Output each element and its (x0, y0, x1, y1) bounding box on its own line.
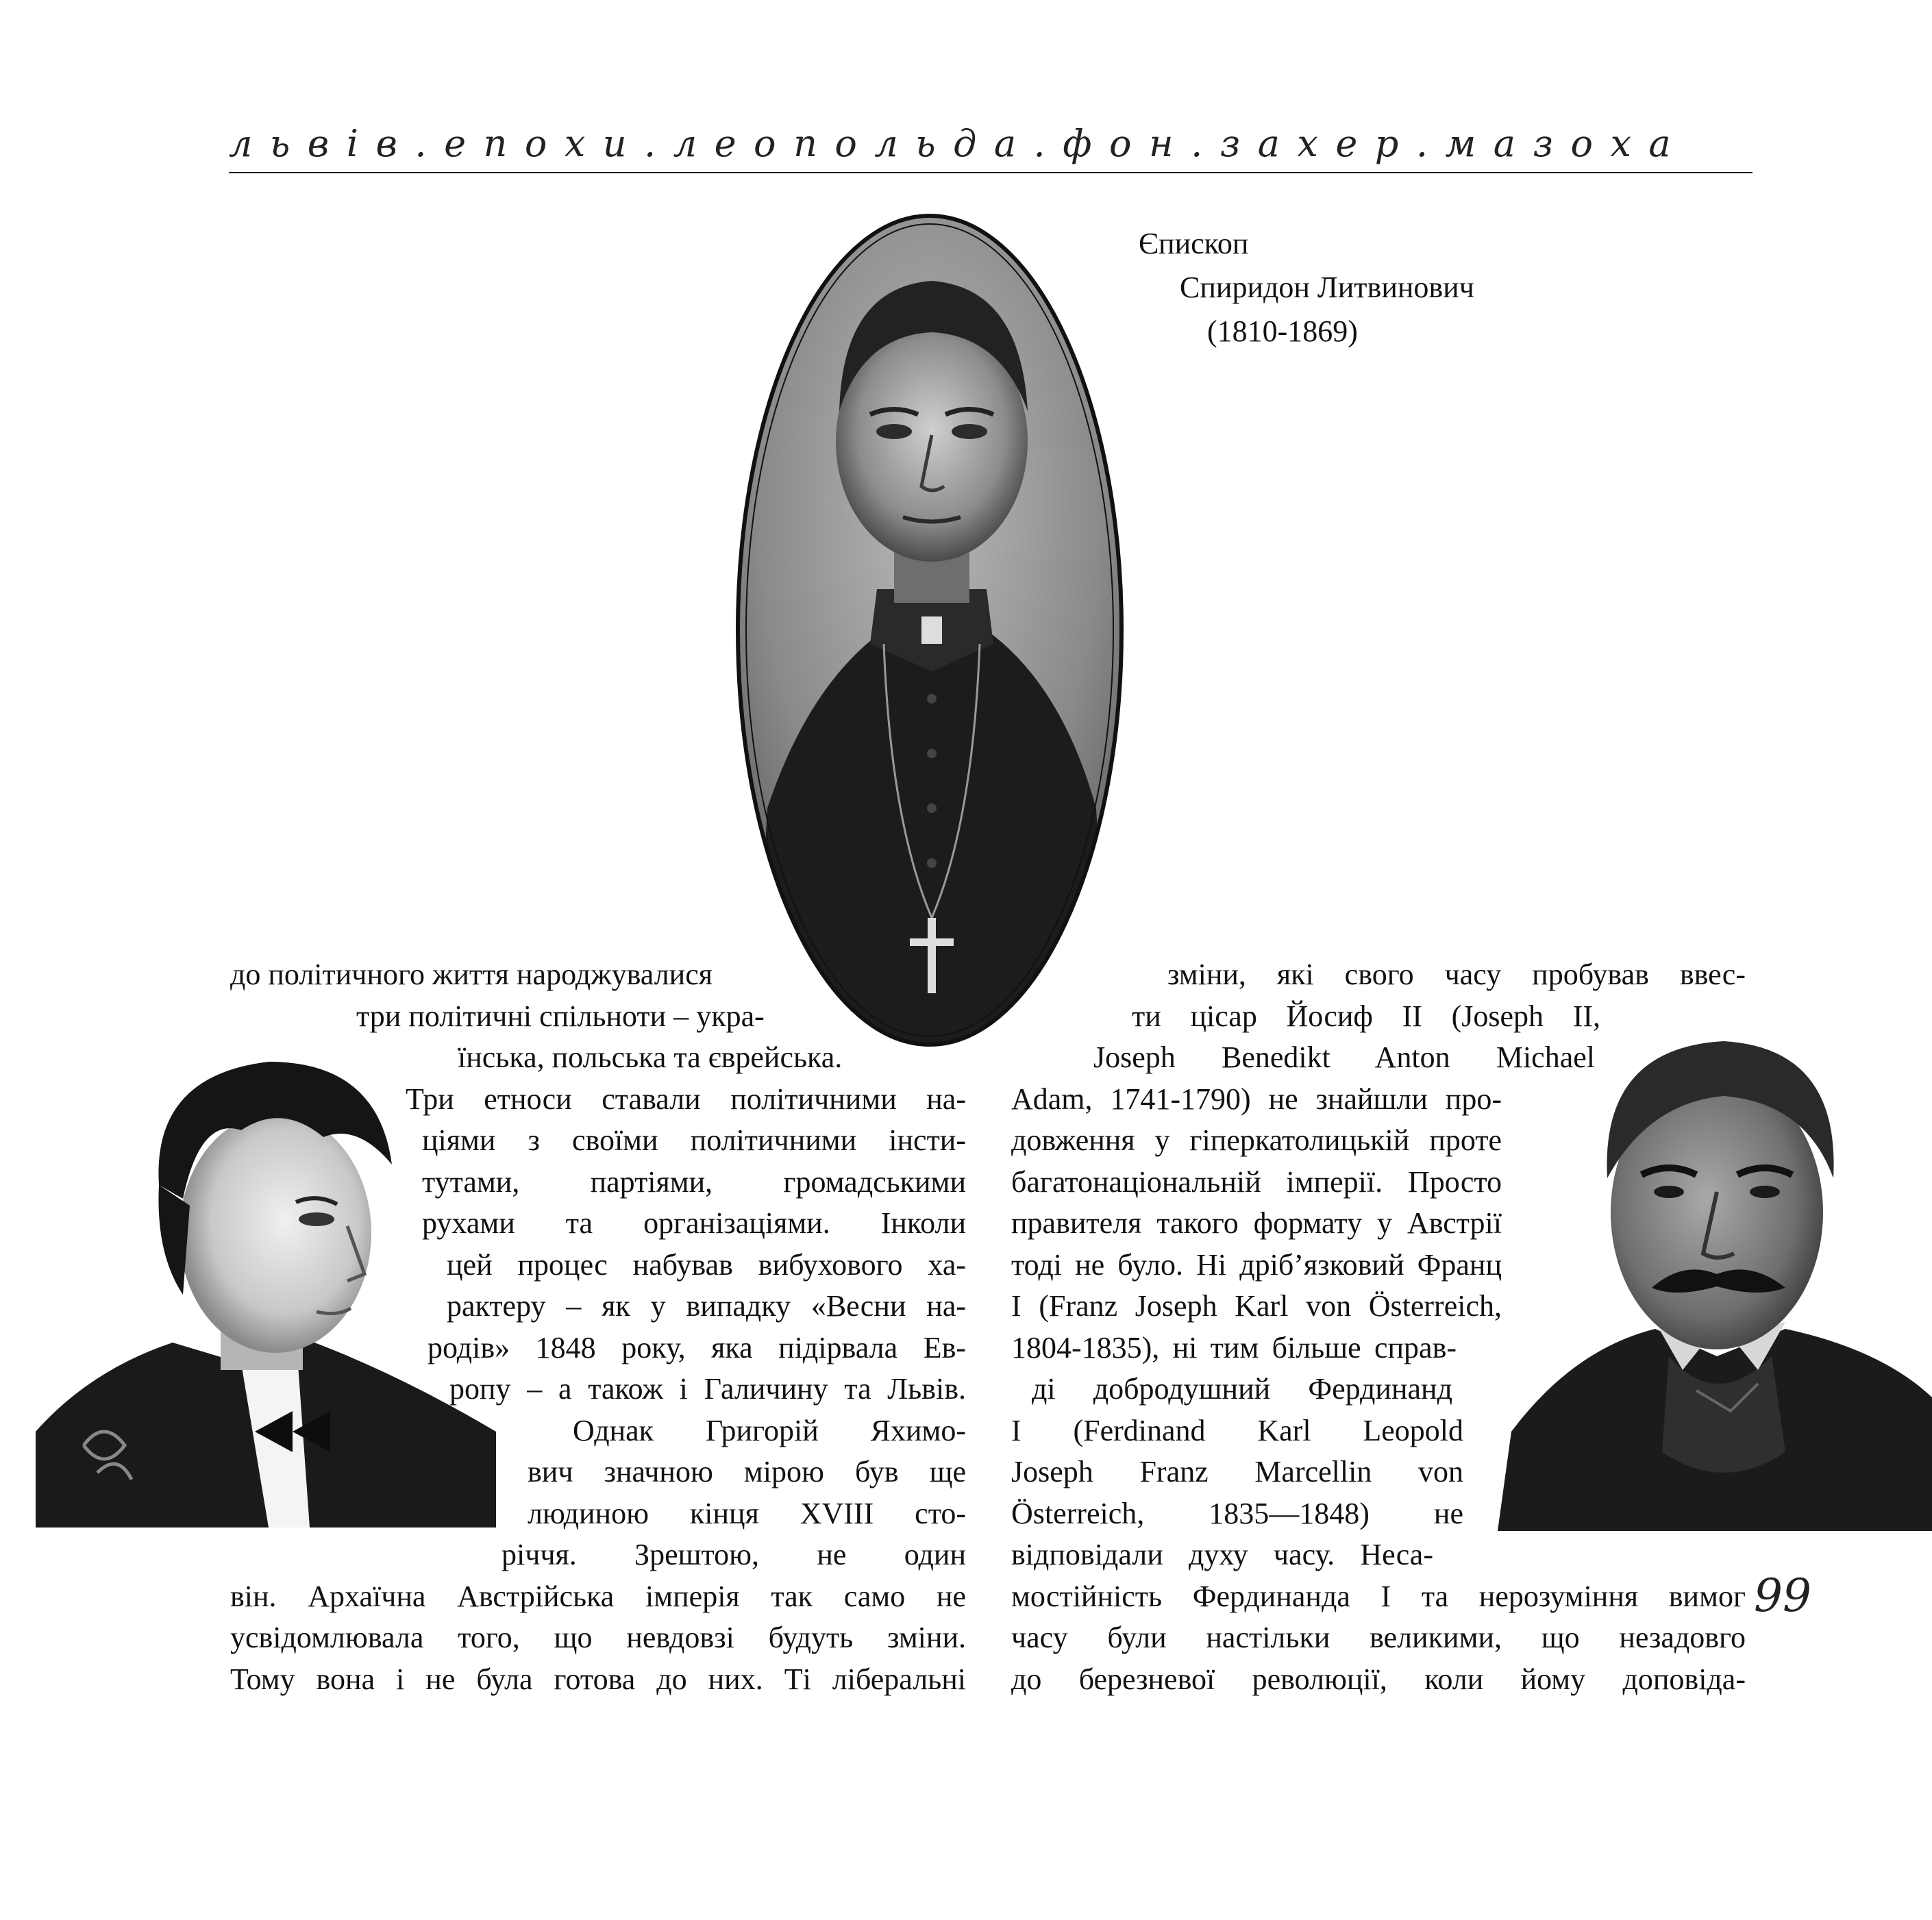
text-line: до березневої революції, коли йому доповіда- (1011, 1662, 1746, 1696)
text-line: довження у гіперкатолицькій проте (1011, 1123, 1502, 1157)
text-line: часу були настільки великими, що незадовго (1011, 1621, 1746, 1654)
text-line: відповідали духу часу. Неса- (1011, 1538, 1433, 1571)
text-line: цей процес набував вибухового ха- (447, 1247, 966, 1282)
text-line: їнська, польська та єврейська. (458, 1040, 843, 1074)
portrait-caption-line-2: Спиридон Литвинович (1180, 271, 1474, 304)
text-line: ді добродушний Фердинанд (1032, 1372, 1452, 1406)
text-line: рухами та організаціями. Інколи (422, 1206, 966, 1240)
text-line: людиною кінця XVIII сто- (528, 1496, 966, 1530)
text-line: правителя такого формату у Австрії (1011, 1206, 1502, 1240)
text-line: Adam, 1741-1790) не знайшли про- (1011, 1082, 1502, 1116)
text-line: три політичні спільноти – укра- (356, 999, 765, 1033)
text-line: ти цісар Йосиф II (Joseph II, (1132, 999, 1600, 1033)
text-line: усвідомлювала того, що невдовзі будуть зміни. (230, 1621, 966, 1654)
bishop-portrait-drawing (726, 205, 1133, 1055)
header-rule (229, 172, 1753, 173)
text-line: багатонаціональній імперії. Просто (1011, 1164, 1502, 1199)
text-line: рактеру – як у випадку «Весни на- (447, 1289, 966, 1323)
text-line: 1804-1835), ні тим більше справ- (1011, 1330, 1457, 1364)
text-line: до політичного життя народжувалися (230, 958, 713, 991)
text-column-right (1011, 954, 1746, 1700)
portrait-caption-line-3: (1810-1869) (1207, 314, 1358, 348)
text-line: Однак Григорій Яхимо- (573, 1413, 966, 1447)
portrait-caption-line-1: Єпископ (1139, 227, 1249, 260)
text-line: I (Ferdinand Karl Leopold (1011, 1413, 1463, 1447)
bishop-portrait (726, 205, 1133, 1055)
text-line: він. Архаїчна Австрійська імперія так само не (230, 1579, 966, 1613)
text-line: річчя. Зрештою, не один (501, 1538, 966, 1571)
text-line: родів» 1848 року, яка підірвала Ев- (428, 1330, 966, 1364)
text-line: I (Franz Joseph Karl von Österreich, (1011, 1289, 1502, 1323)
running-head: львів.епохи.леопольда.фон.захер.мазоха (229, 122, 1689, 165)
page-number: 99 (1754, 1569, 1811, 1622)
text-column-left (230, 954, 966, 1700)
text-line: ропу – а також і Галичину та Львів. (449, 1372, 966, 1406)
text-line: ціями з своїми політичними інсти- (422, 1123, 966, 1157)
text-line: вич значною мірою був ще (528, 1455, 966, 1488)
text-line: мостійність Фердинанда I та нерозуміння вимог (1011, 1579, 1746, 1613)
text-line: тутами, партіями, громадськими (422, 1164, 966, 1199)
text-line: зміни, які свого часу пробував ввес- (1167, 958, 1746, 991)
text-line: Тому вона і не була готова до них. Ті ліберальні (230, 1662, 966, 1696)
text-line: Joseph Benedikt Anton Michael (1093, 1040, 1595, 1074)
text-line: Österreich, 1835—1848) не (1011, 1496, 1463, 1530)
text-line: Joseph Franz Marcellin von (1011, 1455, 1463, 1488)
text-line: тоді не було. Ні дріб’язковий Франц (1011, 1247, 1502, 1282)
text-line: Три етноси ставали політичними на- (406, 1082, 966, 1116)
